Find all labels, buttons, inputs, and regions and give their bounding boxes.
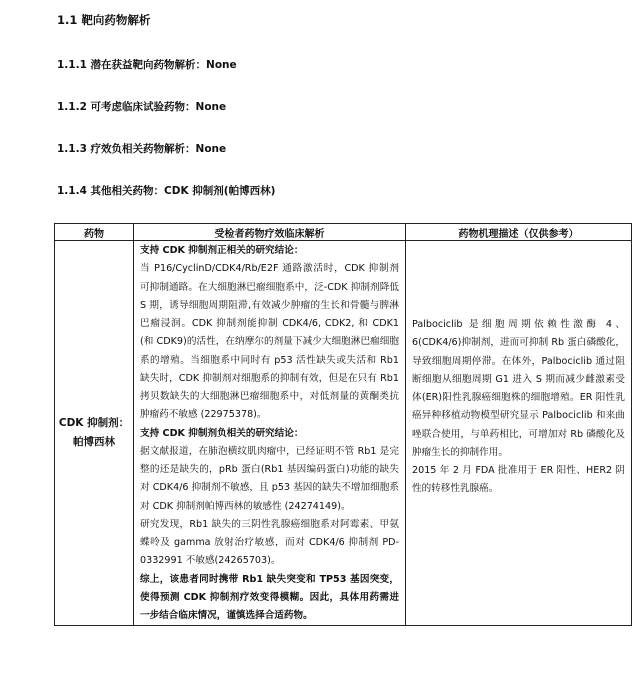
mechanism-text-1: Palbociclib 是细胞周期依赖性激酶 4、6(CDK4/6)抑制剂，进而可抑制 Rb 蛋白磷酸化，导致细胞周期停滞。在体外，Palbociclib 通过阻断细胞从细胞周期 G1 进入 S 期而减少雌激素受体(ER)阳性乳腺癌细胞株的细胞增殖。ER 阳性乳癌异种移植动物模型研究显示 Palbociclib 和来曲唑联合使用，与单药相比，可增加对 Rb 磷酸化及肿瘤生长的抑制作用。 [412,319,625,458]
drug-analysis-table [54,223,632,626]
column-header-analysis: 受检者药物疗效临床解析 [134,224,406,241]
negative-heading: 支持 CDK 抑制剂负相关的研究结论： [140,427,304,439]
mechanism-text-2: 2015 年 2 月 FDA 批准用于 ER 阳性、HER2 阴性的转移性乳腺癌。 [412,465,625,495]
table-header-row [55,224,632,241]
subsection-heading: 1.1.2 可考虑临床试验药物：None [57,101,227,113]
subsection-heading: 1.1.1 潜在获益靶向药物解析：None [57,59,237,71]
mechanism-cell [406,241,632,626]
positive-heading: 支持 CDK 抑制剂正相关的研究结论： [140,245,304,256]
negative-text-2: 研究发现，Rb1 缺失的三阴性乳腺癌细胞系对阿霉素、甲氨蝶呤及 gamma 放射治疗敏感，而对 CDK4/6 抑制剂 PD-0332991 不敏感(24265703)。 [140,518,399,567]
analysis-cell [134,241,406,626]
conclusion-text: 综上，该患者同时携带 Rb1 缺失突变和 TP53 基因突变，使得预测 CDK 抑制剂疗效变得模糊。因此，具体用药需进一步结合临床情况，谨慎选择合适药物。 [140,573,399,621]
drug-name-cell: CDK 抑制剂：帕博西林 [55,241,134,626]
subsection-heading: 1.1.3 疗效负相关药物解析：None [57,143,227,155]
column-header-mechanism: 药物机理描述（仅供参考） [406,224,632,241]
positive-text: 当 P16/CyclinD/CDK4/Rb/E2F 通路激活时，CDK 抑制剂可抑制通路。在大细胞淋巴瘤细胞系中，泛-CDK 抑制剂降低 S 期，诱导细胞周期阻滞,有效减少肿瘤的生长和骨髓与脾淋巴瘤浸润。CDK 抑制剂能抑制 CDK4/6, CDK2, 和 CDK1 (和 CDK9)的活性，在纳摩尔的剂量下减少大细胞淋巴瘤细胞系的增殖。当细胞系中同时有 p53 活性缺失或失活和 Rb1 缺失时，CDK 抑制剂对细胞系的抑制有效，但是在只有 Rb1 拷贝数缺失的大细胞淋巴瘤细胞系中，对低剂量的黄酮类抗肿瘤药不敏感 (22975378)。 [140,263,399,421]
table-row [55,241,632,626]
section-title: 1.1 靶向药物解析 [57,13,151,27]
negative-text-1: 据文献报道，在肺泡横纹肌肉瘤中，已经证明不管 Rb1 是完整的还是缺失的，pRb 蛋白(Rb1 基因编码蛋白)功能的缺失对 CDK4/6 抑制剂不敏感，且 p53 基因的缺失不增加细胞系对 CDK 抑制剂帕博西林的敏感性 (24274149)。 [140,445,399,512]
subsection-heading: 1.1.4 其他相关药物：CDK 抑制剂(帕博西林) [57,185,276,197]
column-header-drug: 药物 [55,224,134,241]
